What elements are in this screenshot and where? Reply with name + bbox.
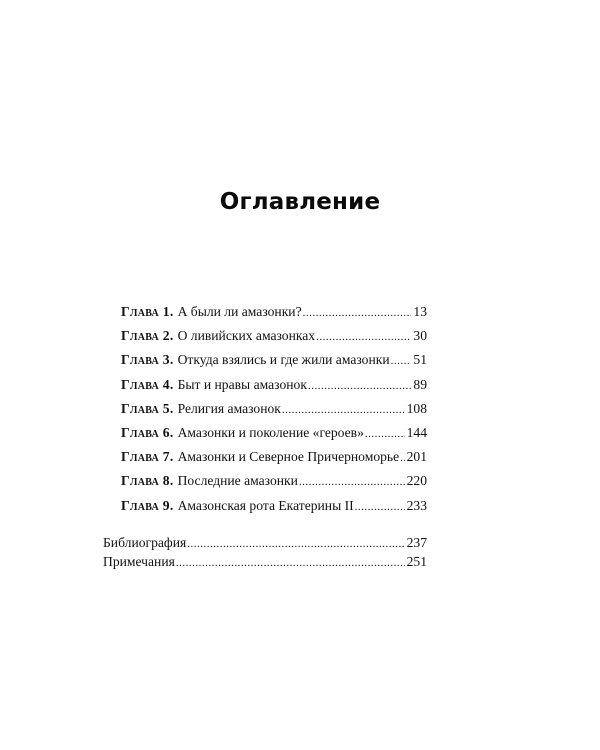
page-number: 201 (406, 449, 427, 465)
chapter-label: Глава 9. (121, 497, 174, 513)
toc-entry-chapter-1[interactable] (121, 304, 427, 328)
page-number: 108 (406, 400, 427, 416)
chapter-label: Глава 6. (121, 424, 174, 440)
page-number: 144 (406, 424, 427, 440)
chapter-title: Амазонки и Северное Причерноморье (177, 449, 400, 465)
chapter-title: Амазонская рота Екатерины II (177, 497, 354, 513)
toc-entry-chapter-7[interactable] (121, 449, 427, 473)
appendix-title: Библиография (103, 535, 187, 550)
toc-entry-chapter-8[interactable] (121, 473, 427, 497)
chapter-title: Амазонки и поколение «героев» (177, 424, 364, 440)
page-number: 89 (413, 376, 427, 392)
toc-entry-chapter-4[interactable] (121, 377, 427, 401)
dot-leader (308, 378, 411, 394)
chapter-title: Последние амазонки (177, 473, 298, 489)
chapter-label: Глава 8. (121, 473, 174, 489)
chapter-title: Религия амазонок (177, 400, 281, 416)
page-number: 233 (406, 497, 427, 513)
toc-entry-chapter-3[interactable] (121, 352, 427, 376)
chapter-title: А были ли амазонки? (177, 304, 302, 319)
toc-entry-chapter-9[interactable] (121, 498, 427, 522)
toc-entry-bibliography[interactable] (103, 535, 427, 554)
dot-leader (400, 450, 404, 466)
page-number: 13 (413, 304, 427, 319)
page-number: 51 (413, 352, 427, 368)
chapter-label: Глава 5. (121, 400, 174, 416)
page-title: Оглавление (219, 189, 381, 215)
toc-entry-chapter-6[interactable] (121, 425, 427, 449)
page-number: 220 (406, 473, 427, 489)
chapter-label: Глава 4. (121, 376, 174, 392)
page-number: 30 (413, 328, 427, 344)
chapter-title: Быт и нравы амазонок (177, 376, 307, 392)
dot-leader (299, 474, 405, 490)
dot-leader (316, 329, 411, 345)
table-of-contents (121, 304, 427, 522)
dot-leader (187, 536, 404, 552)
chapter-title: О ливийских амазонках (177, 328, 316, 344)
appendix-list (103, 535, 427, 572)
toc-entry-notes[interactable] (103, 554, 427, 573)
page-number: 251 (406, 553, 427, 569)
dot-leader (355, 499, 405, 515)
dot-leader (391, 353, 412, 369)
chapter-label: Глава 7. (121, 449, 174, 465)
chapter-label: Глава 1. (121, 304, 174, 319)
page-number: 237 (406, 535, 427, 550)
dot-leader (282, 402, 405, 418)
dot-leader (365, 426, 405, 442)
toc-entry-chapter-5[interactable] (121, 401, 427, 425)
chapter-label: Глава 3. (121, 352, 174, 368)
toc-entry-chapter-2[interactable] (121, 328, 427, 352)
chapter-label: Глава 2. (121, 328, 174, 344)
dot-leader (176, 555, 405, 571)
chapter-title: Откуда взялись и где жили амазонки (177, 352, 390, 368)
appendix-title: Примечания (103, 553, 175, 569)
dot-leader (303, 305, 412, 321)
